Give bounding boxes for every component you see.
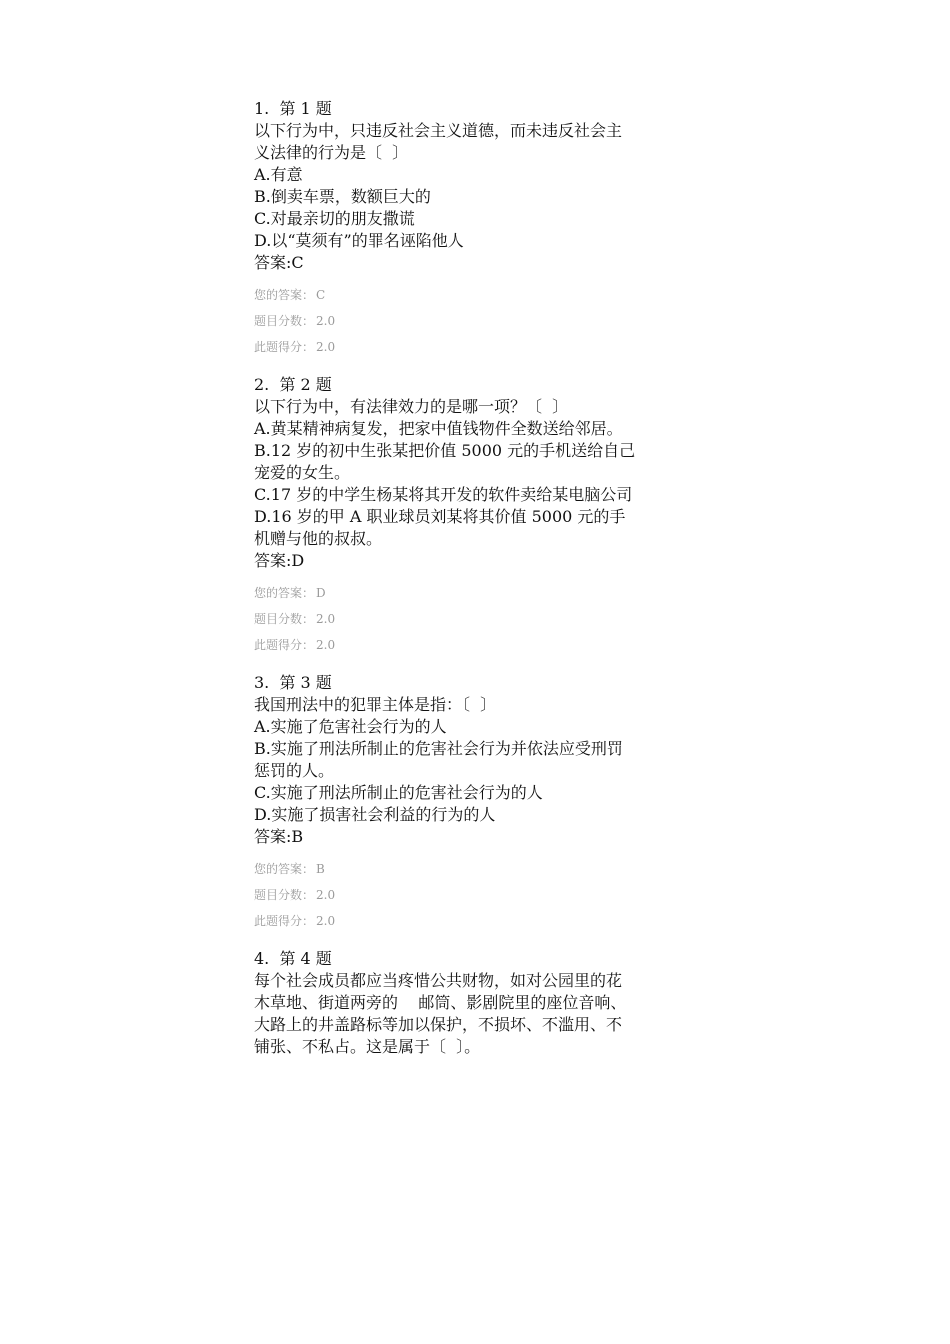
earned-score [254, 632, 699, 658]
option-c: C.17 岁的中学生杨某将其开发的软件卖给某电脑公司 [254, 485, 633, 504]
option-d-continued: 机赠与他的叔叔。 [254, 529, 383, 548]
your-answer-value: D [316, 586, 326, 600]
your-answer-label: 您的答案： [254, 862, 315, 876]
question-1 [254, 98, 699, 360]
option-b-continued: 宠爱的女生。 [254, 463, 351, 482]
question-score-label: 题目分数： [254, 612, 315, 626]
correct-answer: 答案:C [254, 253, 304, 272]
option-a: A.黄某精神病复发，把家中值钱物件全数送给邻居。 [254, 419, 623, 438]
earned-score-value: 2.0 [316, 638, 336, 652]
question-stem-line: 铺张、不私占。这是属于〔 〕。 [254, 1037, 481, 1056]
question-stem-line: 以下行为中，有法律效力的是哪一项？〔 〕 [254, 397, 569, 416]
correct-answer: 答案:B [254, 827, 304, 846]
your-answer [254, 282, 699, 308]
correct-answer: 答案:D [254, 551, 305, 570]
your-answer [254, 580, 699, 606]
your-answer-label: 您的答案： [254, 586, 315, 600]
question-score-label: 题目分数： [254, 888, 315, 902]
question-stem-line: 以下行为中，只违反社会主义道德，而未违反社会主 [254, 121, 623, 140]
option-d: D.实施了损害社会利益的行为的人 [254, 805, 496, 824]
option-b: B.实施了刑法所制止的危害社会行为并依法应受刑罚 [254, 739, 623, 758]
question-score-value: 2.0 [316, 612, 336, 626]
option-b-continued: 惩罚的人。 [254, 761, 335, 780]
option-c: C.对最亲切的朋友撒谎 [254, 209, 415, 228]
question-score [254, 882, 699, 908]
question-header: 3. 第 3 题 [254, 673, 332, 692]
earned-score-value: 2.0 [316, 914, 336, 928]
question-score [254, 308, 699, 334]
option-b: B.倒卖车票，数额巨大的 [254, 187, 431, 206]
earned-score-label: 此题得分： [254, 638, 315, 652]
question-score-value: 2.0 [316, 888, 336, 902]
question-header: 2. 第 2 题 [254, 375, 332, 394]
your-answer [254, 856, 699, 882]
question-stem-line: 义法律的行为是〔 〕 [254, 143, 409, 162]
question-stem-line: 每个社会成员都应当疼惜公共财物，如对公园里的花 [254, 971, 623, 990]
option-a: A.实施了危害社会行为的人 [254, 717, 447, 736]
earned-score-label: 此题得分： [254, 340, 315, 354]
your-answer-label: 您的答案： [254, 288, 315, 302]
question-stem-line: 木草地、街道两旁的 邮筒、影剧院里的座位音响、 [254, 993, 627, 1012]
option-d: D.以“莫须有”的罪名诬陷他人 [254, 231, 464, 250]
option-b: B.12 岁的初中生张某把价值 5000 元的手机送给自己 [254, 441, 636, 460]
option-c: C.实施了刑法所制止的危害社会行为的人 [254, 783, 543, 802]
question-4 [254, 948, 699, 1058]
question-score [254, 606, 699, 632]
your-answer-value: C [316, 288, 326, 302]
question-score-label: 题目分数： [254, 314, 315, 328]
question-3 [254, 672, 699, 934]
question-score-value: 2.0 [316, 314, 336, 328]
earned-score-value: 2.0 [316, 340, 336, 354]
earned-score [254, 334, 699, 360]
question-header: 1. 第 1 题 [254, 99, 332, 118]
earned-score-label: 此题得分： [254, 914, 315, 928]
question-stem-line: 大路上的井盖路标等加以保护，不损坏、不滥用、不 [254, 1015, 623, 1034]
question-stem-line: 我国刑法中的犯罪主体是指：〔 〕 [254, 695, 497, 714]
your-answer-value: B [316, 862, 325, 876]
quiz-document [254, 98, 699, 1072]
option-d: D.16 岁的甲 A 职业球员刘某将其价值 5000 元的手 [254, 507, 626, 526]
option-a: A.有意 [254, 165, 303, 184]
earned-score [254, 908, 699, 934]
question-2 [254, 374, 699, 658]
question-header: 4. 第 4 题 [254, 949, 332, 968]
